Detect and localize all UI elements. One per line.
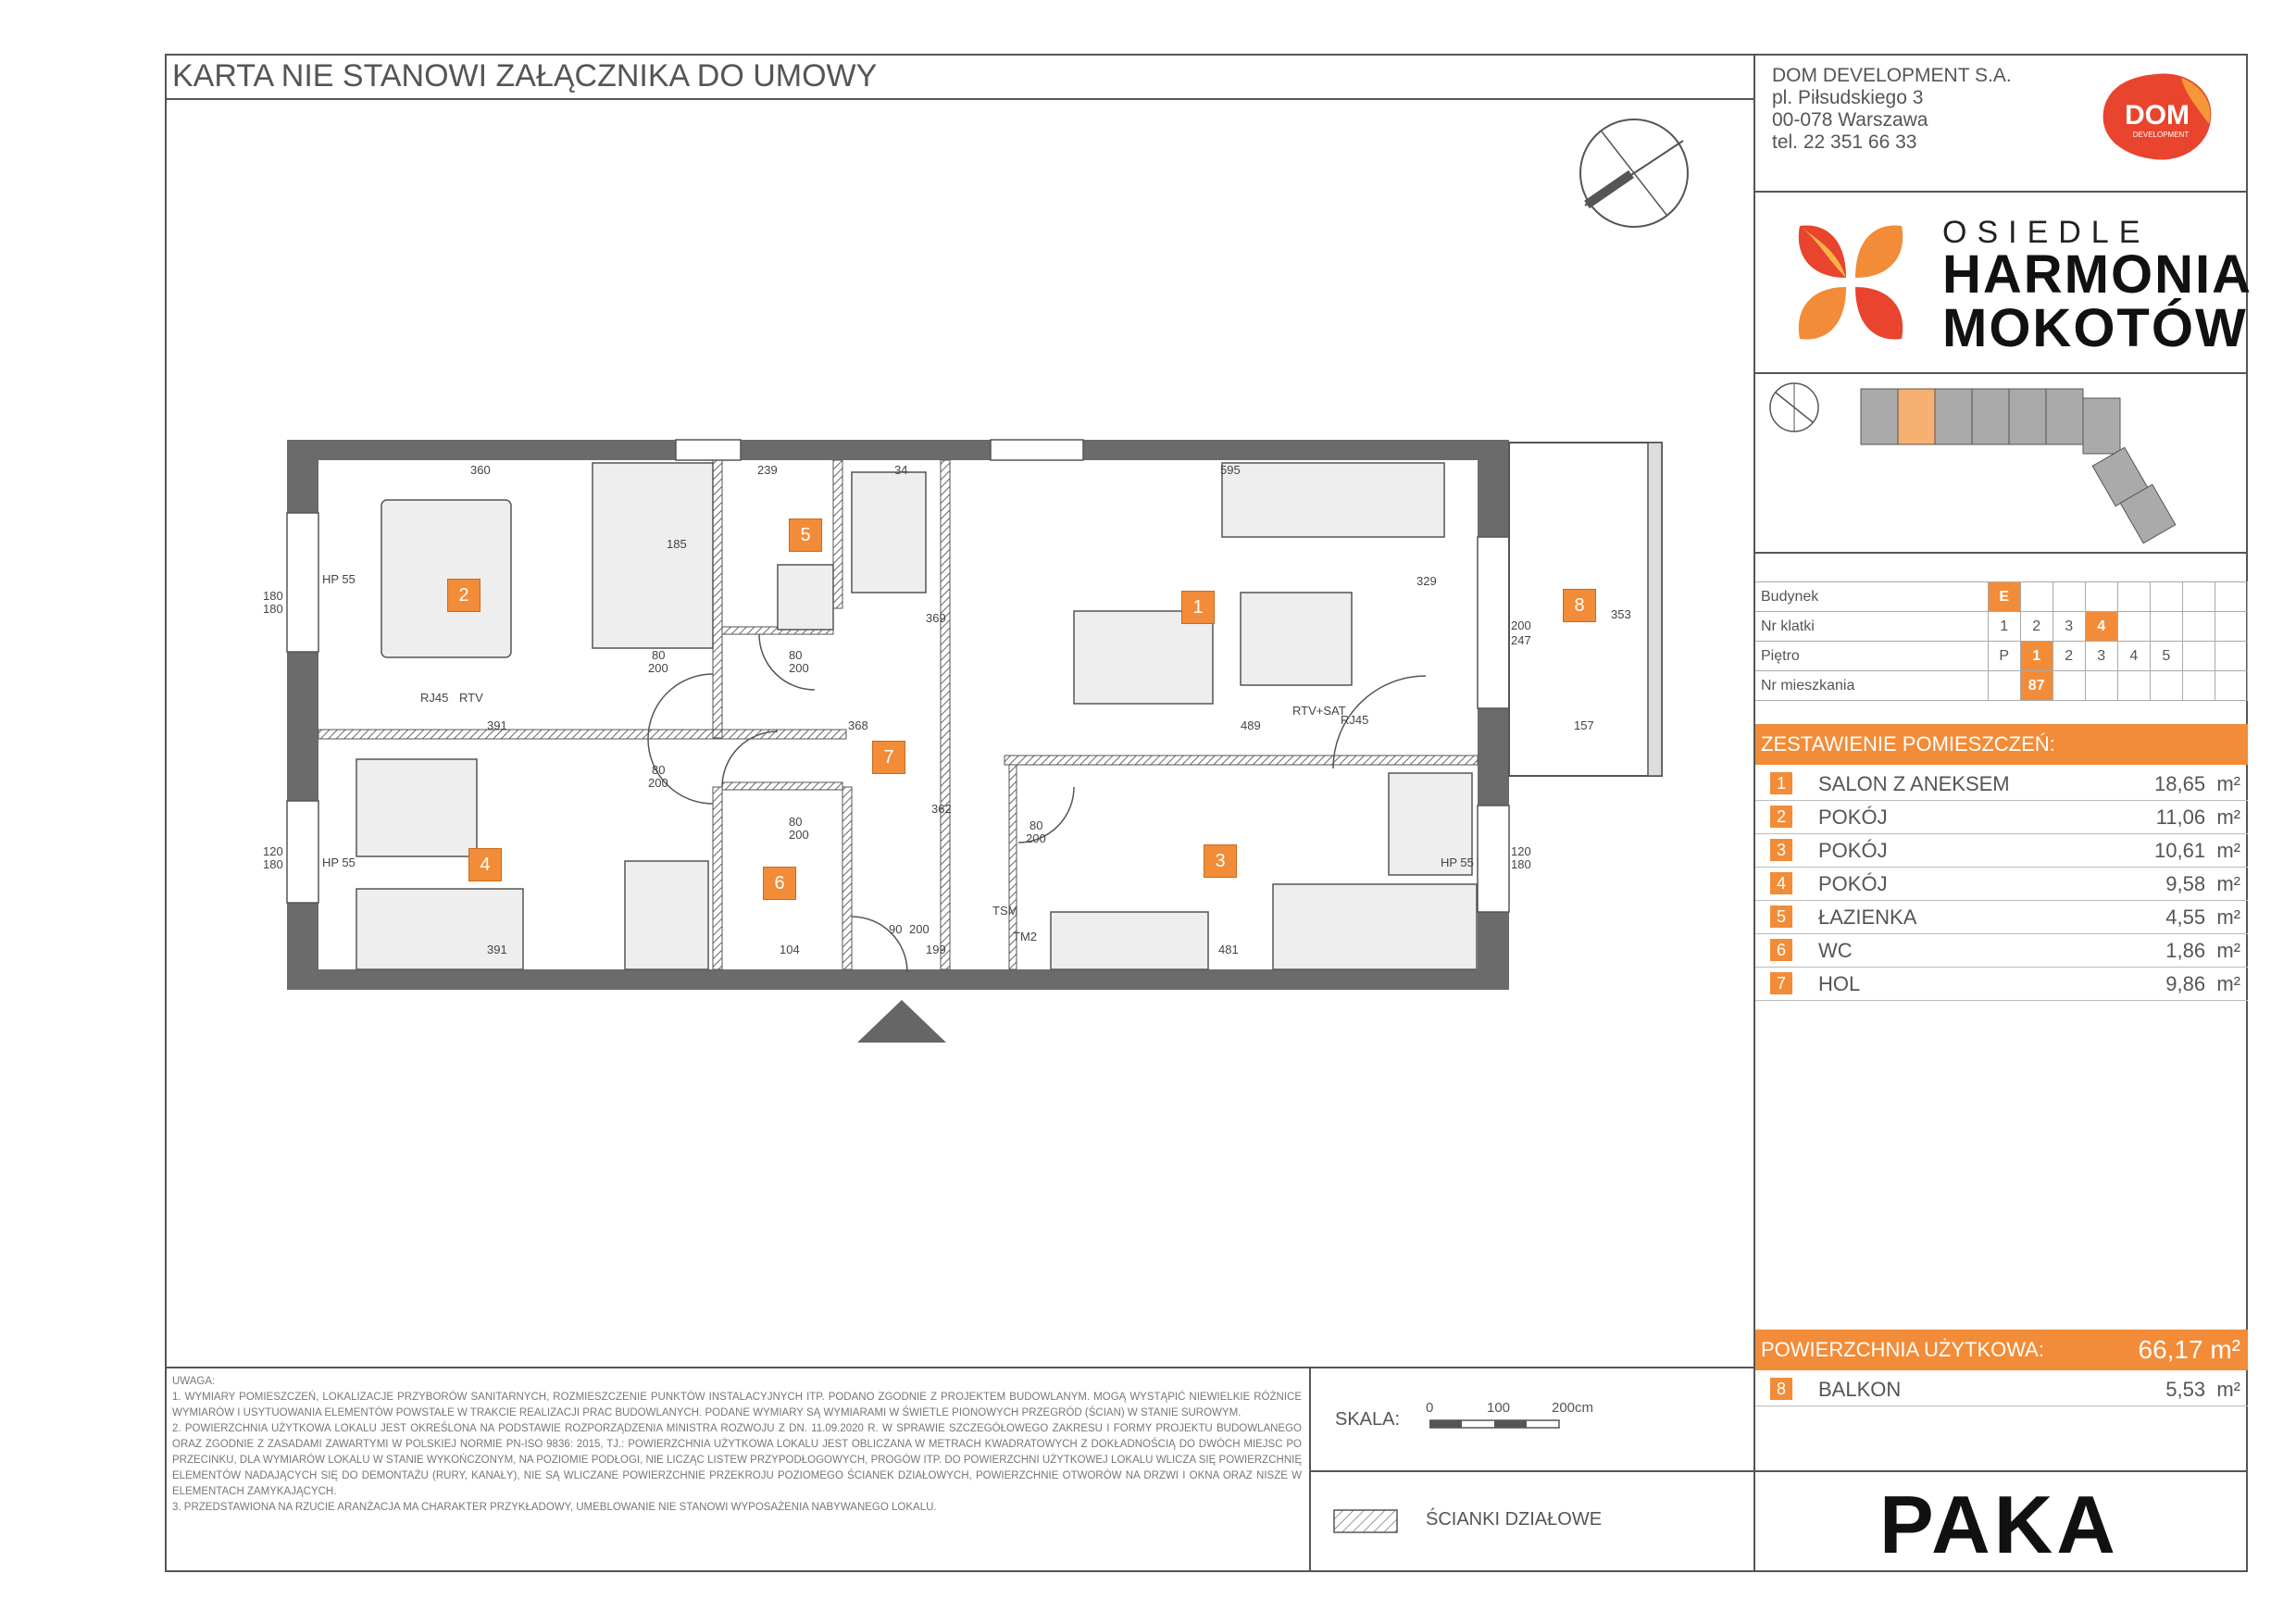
room-row bbox=[1755, 933, 2248, 968]
room-tag-7: 7 bbox=[872, 741, 905, 774]
room-tag-1: 1 bbox=[1181, 591, 1215, 624]
budynek-value: E bbox=[1988, 582, 2020, 612]
note-3: 3. PRZEDSTAWIONA NA RZUCIE ARANŻACJA MA CHARAKTER PRZYKŁADOWY, UMEBLOWANIE NIE STANOWI WYPOSAŻENIA NABYWANEGO LOKALU. bbox=[172, 1502, 937, 1513]
estate-line2: HARMONIA bbox=[1942, 244, 2252, 305]
rule bbox=[1753, 191, 2248, 193]
room-tag-4: 4 bbox=[468, 848, 502, 881]
page-title: KARTA NIE STANOWI ZAŁĄCZNIKA DO UMOWY bbox=[165, 54, 1753, 100]
rooms-title: ZESTAWIENIE POMIESZCZEŃ: bbox=[1755, 724, 2248, 765]
dim: 489 bbox=[1241, 718, 1261, 732]
dim: RJ45 bbox=[1341, 713, 1369, 727]
dim: 34 bbox=[894, 463, 908, 477]
harmonia-flower-logo bbox=[1781, 213, 1920, 356]
room-area: 1,86 m² bbox=[2165, 939, 2240, 962]
dim: 120 bbox=[263, 844, 283, 858]
dim: HP 55 bbox=[322, 856, 356, 869]
notes-title: UWAGA: bbox=[172, 1376, 216, 1387]
room-name: POKÓJ bbox=[1818, 872, 1888, 895]
paka-logo: PAKA bbox=[1879, 1479, 2119, 1570]
scale-tick-0: 0 bbox=[1426, 1400, 1434, 1416]
pietro-opt: 5 bbox=[2150, 642, 2182, 671]
room-num: 5 bbox=[1770, 906, 1792, 928]
balcony-num: 8 bbox=[1770, 1378, 1792, 1400]
dim: 80 bbox=[652, 648, 666, 662]
room-row bbox=[1755, 867, 2248, 901]
row-mieszkanie bbox=[1755, 671, 2248, 701]
balcony-name: BALKON bbox=[1818, 1378, 1902, 1401]
room-tag-8: 8 bbox=[1563, 589, 1596, 622]
pietro-opt: 3 bbox=[2085, 642, 2117, 671]
room-name: SALON Z ANEKSEM bbox=[1818, 772, 2010, 795]
notes bbox=[172, 1374, 1302, 1516]
dim: 239 bbox=[757, 463, 778, 477]
room-name: WC bbox=[1818, 939, 1853, 962]
room-name: ŁAZIENKA bbox=[1818, 906, 1917, 929]
scale-bar bbox=[1429, 1418, 1578, 1436]
compass-icon bbox=[1574, 113, 1694, 238]
dim: 80 bbox=[1029, 818, 1043, 832]
row-klatka bbox=[1755, 612, 2248, 642]
row-budynek bbox=[1755, 582, 2248, 612]
logo-subtext: DEVELOPMENT bbox=[2132, 131, 2190, 139]
dim: 180 bbox=[263, 602, 283, 616]
room-name: HOL bbox=[1818, 972, 1861, 995]
dim: 362 bbox=[931, 802, 952, 816]
dim: 391 bbox=[487, 718, 507, 732]
company-info bbox=[1772, 65, 2012, 154]
mieszkanie-value: 87 bbox=[2020, 671, 2053, 701]
scale-tick-200: 200cm bbox=[1552, 1400, 1594, 1416]
dim: 200 bbox=[1026, 831, 1046, 845]
rule bbox=[1753, 552, 2248, 554]
dim: 360 bbox=[470, 463, 491, 477]
dim: 369 bbox=[926, 611, 946, 625]
dim: HP 55 bbox=[1441, 856, 1474, 869]
dim: 80 bbox=[789, 648, 803, 662]
pietro-label: Piętro bbox=[1755, 642, 1988, 671]
klatka-label: Nr klatki bbox=[1755, 612, 1988, 642]
dim: 104 bbox=[780, 943, 800, 956]
note-2: 2. POWIERZCHNIA UŻYTKOWA LOKALU JEST OKREŚLONA NA PODSTAWIE ROZPORZĄDZENIA MINISTRA ROZWOJU Z DN. 11.09.2020 R. W SPRAWIE SZCZEGÓŁOWEGO ZAKRESU I FORMY PROJEKTU BUDOWLANEGO ORAZ ZGODNIE Z ZASADAMI ZAWARTYMI W POLSKIEJ NORMIE PN-ISO 9836: 2015, TJ.: POWIERZCHNIA UŻYTKOWA LOKALU JEST OBLICZANA W METRACH KWADRATOWYCH Z DOKŁADNOŚCIĄ DO DWÓCH MIEJSC PO PRZECINKU, DLA WYMIARÓW LOKALU W STANIE WYKOŃCZONYM, NA POZIOMIE PODŁOGI, NIE LICZĄC LISTEW PRZYPODŁOGOWYCH, PROGÓW ITP. DO POWIERZCHNI UŻYTKOWEJ LOKALU WLICZA SIĘ POWIERZCHNIĘ ELEMENTÓW NADAJĄCYCH SIĘ DO DEMONTAŻU (RURY, KANAŁY), NIE SĄ WLICZANE POWIERZCHNIE PRZEKROJU POZIOMEGO ŚCIANEK DZIAŁOWYCH, POWIERZCHNIE OTWORÓW NA DRZWI I OKNA ORAZ NISZE W ELEMENTACH ZAMYKAJĄCYCH. bbox=[172, 1423, 1302, 1497]
room-row bbox=[1755, 767, 2248, 801]
dim: 180 bbox=[1511, 857, 1531, 871]
total-value: 66,17 m² bbox=[2138, 1335, 2240, 1364]
room-tag-3: 3 bbox=[1204, 844, 1237, 878]
legend-label: ŚCIANKI DZIAŁOWE bbox=[1426, 1509, 1603, 1530]
room-num: 2 bbox=[1770, 806, 1792, 828]
dim: 199 bbox=[926, 943, 946, 956]
rule bbox=[1753, 1470, 2248, 1472]
scale-label: SKALA: bbox=[1335, 1409, 1401, 1430]
total-label: POWIERZCHNIA UŻYTKOWA: bbox=[1761, 1338, 2044, 1361]
room-row bbox=[1755, 833, 2248, 868]
room-name: POKÓJ bbox=[1818, 839, 1888, 862]
room-area: 11,06 m² bbox=[2155, 806, 2240, 829]
estate-line3: MOKOTÓW bbox=[1942, 298, 2248, 358]
dim: 200 bbox=[648, 776, 668, 790]
rule bbox=[165, 1367, 1753, 1368]
pietro-opt-selected: 1 bbox=[2020, 642, 2053, 671]
total-area bbox=[1755, 1330, 2248, 1370]
klatka-opt-selected: 4 bbox=[2085, 612, 2117, 642]
pietro-opt: P bbox=[1988, 642, 2020, 671]
dim: 329 bbox=[1416, 574, 1437, 588]
dim: 185 bbox=[667, 537, 687, 551]
room-tag-2: 2 bbox=[447, 579, 480, 612]
room-num: 6 bbox=[1770, 939, 1792, 961]
room-num: 1 bbox=[1770, 772, 1792, 794]
dim: 391 bbox=[487, 943, 507, 956]
dim: 481 bbox=[1218, 943, 1239, 956]
dim: 157 bbox=[1574, 718, 1594, 732]
company-name: DOM DEVELOPMENT S.A. bbox=[1772, 65, 2012, 86]
pietro-opt: 4 bbox=[2117, 642, 2150, 671]
pietro-opt: 2 bbox=[2053, 642, 2085, 671]
dim: 595 bbox=[1220, 463, 1241, 477]
room-area: 10,61 m² bbox=[2154, 839, 2240, 862]
dim: 353 bbox=[1611, 607, 1631, 621]
dim: 200 bbox=[1511, 618, 1531, 632]
rule bbox=[1309, 1470, 1753, 1472]
dim: 200 bbox=[648, 661, 668, 675]
room-num: 3 bbox=[1770, 839, 1792, 861]
compass-small-icon bbox=[1770, 383, 1818, 431]
room-area: 9,86 m² bbox=[2165, 972, 2240, 995]
row-pietro bbox=[1755, 642, 2248, 671]
logo-text: DOM bbox=[2125, 100, 2190, 131]
klatka-opt: 2 bbox=[2020, 612, 2053, 642]
dom-development-logo bbox=[2092, 67, 2222, 169]
room-area: 18,65 m² bbox=[2154, 772, 2240, 795]
balcony-row bbox=[1755, 1372, 2248, 1406]
dim: 200 bbox=[909, 922, 930, 936]
dim: 200 bbox=[789, 828, 809, 842]
budynek-label: Budynek bbox=[1755, 582, 1988, 612]
dim: HP 55 bbox=[322, 572, 356, 586]
hatch-legend-icon bbox=[1333, 1509, 1398, 1538]
scale-tick-100: 100 bbox=[1487, 1400, 1511, 1416]
estate-line1: OSIEDLE bbox=[1942, 215, 2151, 250]
company-city: 00-078 Warszawa bbox=[1772, 109, 1928, 131]
dim: 90 bbox=[889, 922, 903, 936]
company-street: pl. Piłsudskiego 3 bbox=[1772, 87, 1924, 108]
unit-info-table bbox=[1755, 581, 2248, 701]
room-tag-5: 5 bbox=[789, 518, 822, 552]
dim: 180 bbox=[263, 857, 283, 871]
mieszkanie-label: Nr mieszkania bbox=[1755, 671, 1988, 701]
estate-name bbox=[1942, 244, 2252, 358]
room-name: POKÓJ bbox=[1818, 806, 1888, 829]
dim: TM2 bbox=[1013, 930, 1037, 943]
rule bbox=[1309, 1367, 1311, 1572]
balcony-area: 5,53 m² bbox=[2165, 1378, 2240, 1401]
dim: 80 bbox=[652, 763, 666, 777]
dim: RTV bbox=[459, 691, 483, 705]
dim: RJ45 bbox=[420, 691, 449, 705]
dim: 120 bbox=[1511, 844, 1531, 858]
note-1: 1. WYMIARY POMIESZCZEŃ, LOKALIZACJE PRZYBORÓW SANITARNYCH, ROZMIESZCZENIE PUNKTÓW INSTALACYJNYCH ITP. PODANO ZGODNIE Z PROJEKTEM BUDOWLANYM. MOGĄ WYSTĄPIĆ NIEWIELKIE RÓŻNICE WYMIARÓW I USYTUOWANIA ELEMENTÓW POWSTAŁE W TRAKCIE REALIZACJI PRAC BUDOWLANYCH. PODANE WYMIARY SĄ WYMIARAMI W ŚWIETLE PIONOWYCH PRZEGRÓD (ŚCIAN) W STANIE SUROWYM. bbox=[172, 1392, 1302, 1418]
room-row bbox=[1755, 800, 2248, 834]
room-row bbox=[1755, 900, 2248, 934]
room-row bbox=[1755, 967, 2248, 1001]
room-area: 9,58 m² bbox=[2165, 872, 2240, 895]
dim: 368 bbox=[848, 718, 868, 732]
klatka-opt: 3 bbox=[2053, 612, 2085, 642]
dim: RTV+SAT bbox=[1292, 704, 1346, 718]
dim: 80 bbox=[789, 815, 803, 829]
room-num: 7 bbox=[1770, 972, 1792, 994]
room-tag-6: 6 bbox=[763, 867, 796, 900]
room-area: 4,55 m² bbox=[2165, 906, 2240, 929]
dim: 247 bbox=[1511, 633, 1531, 647]
site-key-plan bbox=[1768, 380, 2240, 551]
dim: TSM bbox=[992, 904, 1018, 918]
room-num: 4 bbox=[1770, 872, 1792, 894]
dim: 180 bbox=[263, 589, 283, 603]
dim: 200 bbox=[789, 661, 809, 675]
rule bbox=[1753, 372, 2248, 374]
klatka-opt: 1 bbox=[1988, 612, 2020, 642]
company-phone: tel. 22 351 66 33 bbox=[1772, 131, 1917, 153]
